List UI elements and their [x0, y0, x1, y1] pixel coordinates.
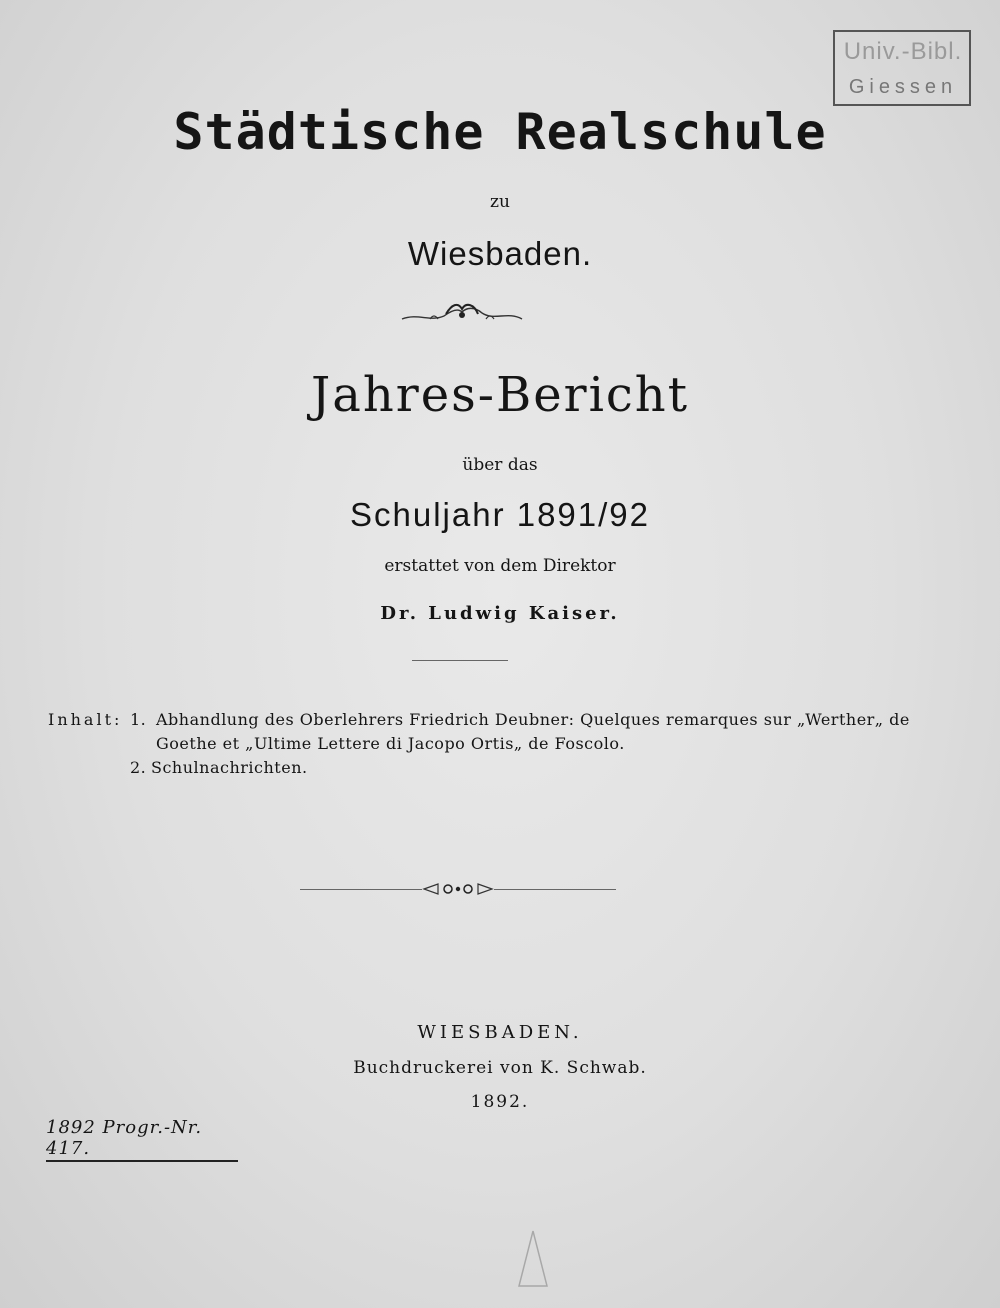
ornament-icon: [422, 880, 494, 898]
shelfmark: 1892 Progr.-Nr. 417.: [46, 1117, 238, 1162]
ornament-icon: [400, 300, 524, 328]
contents-item-1-line-2: Goethe et „Ultime Lettere di Jacopo Ortis„ de Foscolo.: [156, 734, 625, 753]
director-name: Dr. Ludwig Kaiser.: [380, 603, 620, 624]
stamp-line-1: Univ.-Bibl.: [843, 38, 963, 65]
contents-item-2: Schulnachrichten.: [151, 758, 308, 777]
school-year: Schuljahr 1891/92: [349, 496, 651, 533]
contents-item-number: 2.: [130, 758, 147, 777]
imprint-year: 1892.: [470, 1092, 530, 1112]
contents-item-number: 1.: [130, 710, 147, 729]
triangle-mark-icon: [515, 1228, 551, 1290]
divider: [300, 889, 422, 890]
contents-item-1-line-1: Abhandlung des Oberlehrers Friedrich Deubner: Quelques remarques sur „Werther„ de: [156, 710, 910, 729]
imprint-place: WIESBADEN.: [417, 1022, 583, 1043]
ueber-das-text: über das: [462, 455, 538, 475]
divider: [412, 660, 508, 661]
imprint-printer: Buchdruckerei von K. Schwab.: [353, 1058, 647, 1078]
divider: [494, 889, 616, 890]
report-title: Jahres-Bericht: [310, 367, 690, 423]
library-stamp: [833, 30, 971, 106]
zu-text: zu: [490, 192, 510, 212]
contents-label: Inhalt:: [48, 710, 123, 729]
city-title: Wiesbaden.: [407, 235, 593, 272]
stamp-line-2: Giessen: [848, 76, 958, 98]
school-name: Städtische Realschule: [173, 103, 827, 161]
erstattet-text: erstattet von dem Direktor: [384, 556, 616, 576]
